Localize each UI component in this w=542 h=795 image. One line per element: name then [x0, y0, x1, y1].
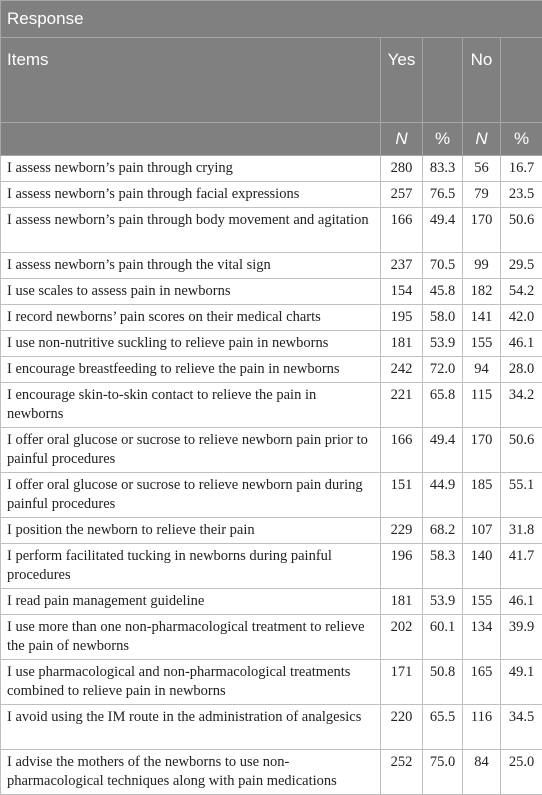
yes-heading: Yes — [381, 38, 423, 123]
table-row — [1, 305, 542, 331]
yes-n-cell: 221 — [381, 383, 423, 428]
no-pct-cell: 50.6 — [501, 428, 542, 473]
yes-pct-cell: 45.8 — [423, 279, 463, 305]
yes-pct-cell: 68.2 — [423, 518, 463, 544]
no-pct-cell: 23.5 — [501, 182, 542, 208]
no-pct-cell: 42.0 — [501, 305, 542, 331]
item-cell: I encourage breastfeeding to relieve the pain in newborns — [1, 357, 381, 383]
no-n-cell: 107 — [463, 518, 501, 544]
yes-n-cell: 166 — [381, 428, 423, 473]
yes-pct-cell: 49.4 — [423, 428, 463, 473]
no-pct-cell: 46.1 — [501, 589, 542, 615]
no-n-cell: 170 — [463, 208, 501, 253]
item-cell: I offer oral glucose or sucrose to relieve newborn pain prior to painful procedures — [1, 428, 381, 473]
yes-pct-cell: 70.5 — [423, 253, 463, 279]
item-cell: I assess newborn’s pain through facial expressions — [1, 182, 381, 208]
no-n-cell: 140 — [463, 544, 501, 589]
yes-n-cell: 202 — [381, 615, 423, 660]
item-cell: I assess newborn’s pain through crying — [1, 156, 381, 182]
no-n-cell: 116 — [463, 705, 501, 750]
no-n-cell: 141 — [463, 305, 501, 331]
yes-n-cell: 220 — [381, 705, 423, 750]
no-pct-cell: 31.8 — [501, 518, 542, 544]
no-n-cell: 170 — [463, 428, 501, 473]
yes-n-cell: 196 — [381, 544, 423, 589]
header-row-response — [1, 1, 542, 38]
item-cell: I encourage skin-to-skin contact to relieve the pain in newborns — [1, 383, 381, 428]
yes-n-cell: 252 — [381, 750, 423, 795]
table-row — [1, 182, 542, 208]
yes-n-cell: 154 — [381, 279, 423, 305]
no-n-cell: 155 — [463, 331, 501, 357]
yes-pct-cell: 49.4 — [423, 208, 463, 253]
yes-n-cell: 195 — [381, 305, 423, 331]
yes-n-cell: 166 — [381, 208, 423, 253]
no-n-cell: 115 — [463, 383, 501, 428]
yes-n-cell: 171 — [381, 660, 423, 705]
table-body — [1, 156, 542, 795]
yes-pct-cell: 50.8 — [423, 660, 463, 705]
response-heading: Response — [1, 1, 542, 38]
no-pct-cell: 50.6 — [501, 208, 542, 253]
no-n-cell: 165 — [463, 660, 501, 705]
no-heading-spacer — [501, 38, 542, 123]
item-cell: I assess newborn’s pain through body movement and agitation — [1, 208, 381, 253]
item-cell: I offer oral glucose or sucrose to relieve newborn pain during painful procedures — [1, 473, 381, 518]
items-subheading-spacer — [1, 123, 381, 156]
yes-pct-cell: 53.9 — [423, 589, 463, 615]
item-cell: I position the newborn to relieve their pain — [1, 518, 381, 544]
table-row — [1, 705, 542, 750]
item-cell: I record newborns’ pain scores on their medical charts — [1, 305, 381, 331]
no-pct-cell: 54.2 — [501, 279, 542, 305]
item-cell: I use pharmacological and non-pharmacological treatments combined to relieve pain in newborns — [1, 660, 381, 705]
item-cell: I use non-nutritive suckling to relieve pain in newborns — [1, 331, 381, 357]
item-cell: I perform facilitated tucking in newborns during painful procedures — [1, 544, 381, 589]
yes-pct-cell: 58.0 — [423, 305, 463, 331]
table-row — [1, 357, 542, 383]
table-row — [1, 615, 542, 660]
yes-n-cell: 181 — [381, 331, 423, 357]
yes-pct-cell: 83.3 — [423, 156, 463, 182]
no-n-heading: N — [463, 123, 501, 156]
table-row — [1, 589, 542, 615]
no-n-cell: 79 — [463, 182, 501, 208]
yes-pct-cell: 60.1 — [423, 615, 463, 660]
table-row — [1, 331, 542, 357]
header-row-subcolumns — [1, 123, 542, 156]
header-row-items — [1, 38, 542, 123]
table-row — [1, 383, 542, 428]
item-cell: I avoid using the IM route in the administration of analgesics — [1, 705, 381, 750]
no-pct-cell: 39.9 — [501, 615, 542, 660]
no-pct-cell: 55.1 — [501, 473, 542, 518]
table-row — [1, 518, 542, 544]
item-cell: I read pain management guideline — [1, 589, 381, 615]
yes-n-cell: 280 — [381, 156, 423, 182]
no-n-cell: 185 — [463, 473, 501, 518]
table-row — [1, 156, 542, 182]
no-pct-cell: 29.5 — [501, 253, 542, 279]
yes-n-cell: 237 — [381, 253, 423, 279]
no-n-cell: 155 — [463, 589, 501, 615]
no-n-cell: 56 — [463, 156, 501, 182]
items-heading: Items — [1, 38, 381, 123]
table-row — [1, 660, 542, 705]
yes-n-heading: N — [381, 123, 423, 156]
table-row — [1, 279, 542, 305]
yes-pct-cell: 72.0 — [423, 357, 463, 383]
yes-n-cell: 181 — [381, 589, 423, 615]
no-n-cell: 94 — [463, 357, 501, 383]
table-row — [1, 208, 542, 253]
no-pct-cell: 49.1 — [501, 660, 542, 705]
yes-pct-cell: 44.9 — [423, 473, 463, 518]
no-pct-cell: 46.1 — [501, 331, 542, 357]
item-cell: I use more than one non-pharmacological treatment to relieve the pain of newborns — [1, 615, 381, 660]
yes-pct-cell: 53.9 — [423, 331, 463, 357]
no-pct-cell: 41.7 — [501, 544, 542, 589]
no-pct-cell: 34.2 — [501, 383, 542, 428]
yes-pct-cell: 58.3 — [423, 544, 463, 589]
yes-pct-cell: 65.8 — [423, 383, 463, 428]
yes-pct-cell: 76.5 — [423, 182, 463, 208]
no-heading: No — [463, 38, 501, 123]
yes-n-cell: 242 — [381, 357, 423, 383]
no-pct-cell: 25.0 — [501, 750, 542, 795]
yes-pct-cell: 65.5 — [423, 705, 463, 750]
yes-pct-cell: 75.0 — [423, 750, 463, 795]
table-row — [1, 750, 542, 795]
table-row — [1, 473, 542, 518]
yes-n-cell: 257 — [381, 182, 423, 208]
table-row — [1, 428, 542, 473]
yes-n-cell: 151 — [381, 473, 423, 518]
item-cell: I assess newborn’s pain through the vital sign — [1, 253, 381, 279]
no-pct-heading: % — [501, 123, 542, 156]
no-pct-cell: 28.0 — [501, 357, 542, 383]
yes-n-cell: 229 — [381, 518, 423, 544]
no-n-cell: 182 — [463, 279, 501, 305]
no-pct-cell: 34.5 — [501, 705, 542, 750]
item-cell: I advise the mothers of the newborns to use non-pharmacological techniques along with pain medications — [1, 750, 381, 795]
no-n-cell: 84 — [463, 750, 501, 795]
yes-pct-heading: % — [423, 123, 463, 156]
no-n-cell: 134 — [463, 615, 501, 660]
no-n-cell: 99 — [463, 253, 501, 279]
item-cell: I use scales to assess pain in newborns — [1, 279, 381, 305]
no-pct-cell: 16.7 — [501, 156, 542, 182]
table-row — [1, 253, 542, 279]
yes-heading-spacer — [423, 38, 463, 123]
table-row — [1, 544, 542, 589]
